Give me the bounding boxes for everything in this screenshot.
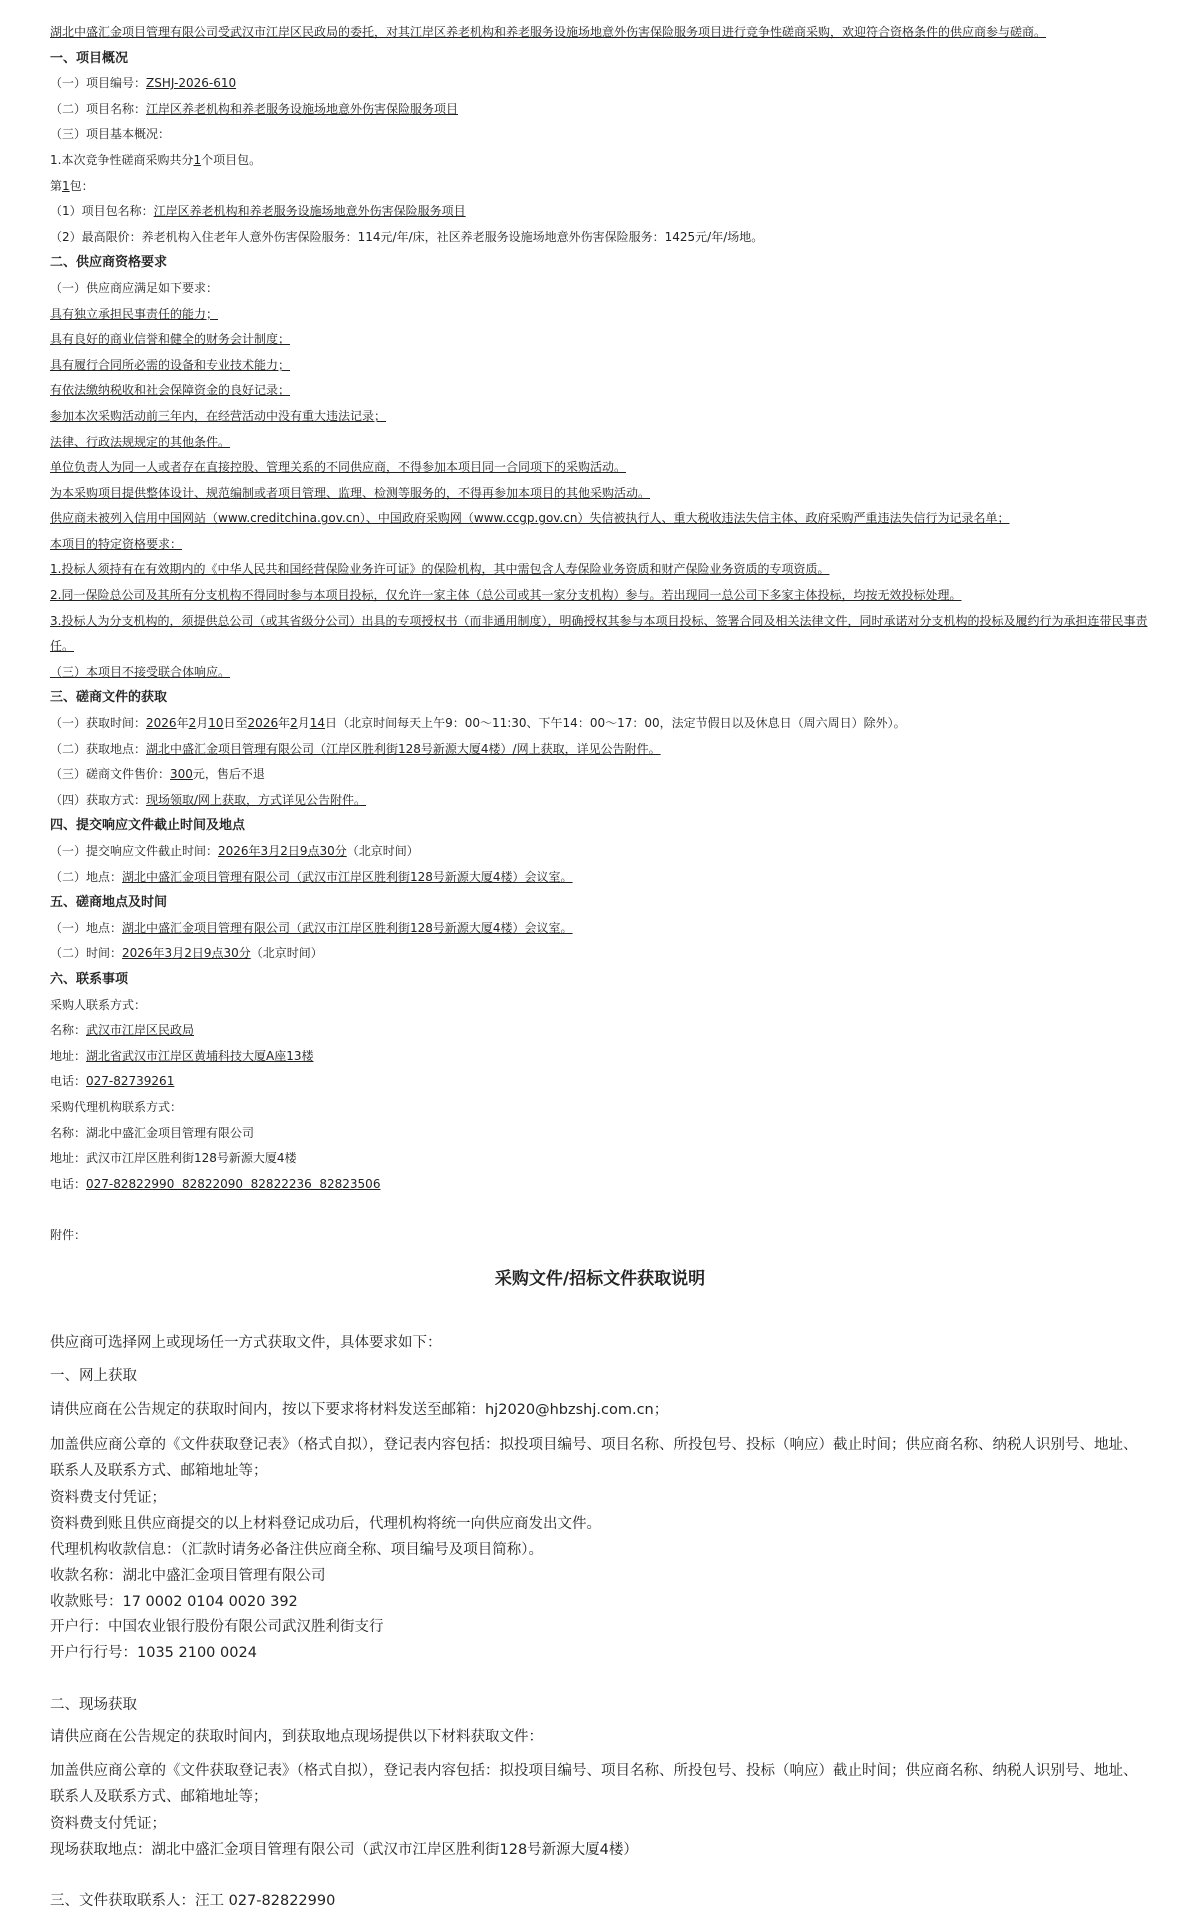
package-count: 1.本次竞争性磋商采购共分1个项目包。 bbox=[50, 152, 262, 167]
document-fee: （三）磋商文件售价：300元，售后不退 bbox=[50, 767, 265, 782]
section-heading: 二、供应商资格要求 bbox=[50, 255, 168, 271]
project-basic: （三）项目基本概况： bbox=[50, 127, 171, 142]
qualification-item: 单位负责人为同一人或者存在直接控股、管理关系的不同供应商，不得参加本项目同一合同项下的采购活动。 bbox=[50, 460, 627, 475]
project-name: （二）项目名称：江岸区养老机构和养老服务设施场地意外伤害保险服务项目 bbox=[50, 101, 459, 116]
project-number: （一）项目编号：ZSHJ-2026-610 bbox=[50, 76, 237, 91]
payee-bank-code: 开户行行号：1035 2100 0024 bbox=[50, 1645, 257, 1661]
attachment-paragraph: 请供应商在公告规定的获取时间内，到获取地点现场提供以下材料获取文件： bbox=[50, 1729, 543, 1745]
attachment-label: 附件： bbox=[50, 1228, 87, 1242]
agent-address: 地址：武汉市江岸区胜利街128号新源大厦4楼 bbox=[50, 1151, 297, 1166]
section-heading: 五、磋商地点及时间 bbox=[50, 895, 168, 911]
section-heading: 一、项目概况 bbox=[50, 50, 129, 66]
attachment-paragraph: 资料费支付凭证； bbox=[50, 1490, 166, 1506]
attachment-title: 采购文件/招标文件获取说明 bbox=[494, 1269, 706, 1289]
qualification-item: 法律、行政法规规定的其他条件。 bbox=[50, 434, 231, 449]
intro-paragraph: 湖北中盛汇金项目管理有限公司受武汉市江岸区民政局的委托，对其江岸区养老机构和养老服务设施场地意外伤害保险服务项目进行竞争性磋商采购，欢迎符合资格条件的供应商参与磋商。 bbox=[50, 25, 1047, 39]
agent-contact-label: 采购代理机构联系方式： bbox=[50, 1099, 183, 1114]
attachment-paragraph: 现场获取地点：湖北中盛汇金项目管理有限公司（武汉市江岸区胜利街128号新源大厦4楼） bbox=[50, 1842, 638, 1858]
qualification-item: 2.同一保险总公司及其所有分支机构不得同时参与本项目投标，仅允许一家主体（总公司或其一家分支机构）参与。若出现同一总公司下多家主体投标，均按无效投标处理。 bbox=[50, 588, 962, 603]
buyer-name: 名称：武汉市江岸区民政局 bbox=[50, 1023, 195, 1038]
section-heading: 三、磋商文件的获取 bbox=[50, 690, 168, 706]
attachment-heading: 一、网上获取 bbox=[50, 1368, 137, 1384]
qualification-item: （三）本项目不接受联合体响应。 bbox=[50, 664, 231, 679]
qualification-item: 具有独立承担民事责任的能力； bbox=[50, 306, 219, 321]
obtain-way: （四）获取方式：现场领取/网上获取，方式详见公告附件。 bbox=[50, 792, 367, 807]
agent-name: 名称：湖北中盛汇金项目管理有限公司 bbox=[50, 1125, 255, 1140]
package-name: （1）项目包名称：江岸区养老机构和养老服务设施场地意外伤害保险服务项目 bbox=[50, 204, 466, 219]
deadline: （一）提交响应文件截止时间：2026年3月2日9点30分（北京时间） bbox=[50, 844, 419, 858]
qualification-item: 本项目的特定资格要求： bbox=[50, 536, 183, 551]
attachment-paragraph: 资料费支付凭证； bbox=[50, 1816, 166, 1832]
attachment-paragraph: 供应商可选择网上或现场任一方式获取文件，具体要求如下： bbox=[50, 1335, 442, 1351]
payee-bank: 开户行：中国农业银行股份有限公司武汉胜利街支行 bbox=[50, 1619, 384, 1635]
attachment-heading: 二、现场获取 bbox=[50, 1697, 137, 1713]
submit-place: （二）地点：湖北中盛汇金项目管理有限公司（武汉市江岸区胜利街128号新源大厦4楼）会议室。 bbox=[50, 869, 573, 884]
attachment-paragraph: 请供应商在公告规定的获取时间内，按以下要求将材料发送至邮箱：hj2020@hbzshj.com.cn； bbox=[50, 1402, 669, 1418]
agent-phone: 电话：027-82822990 82822090 82822236 82823506 bbox=[50, 1176, 381, 1191]
qualification-item: 供应商未被列入信用中国网站（www.creditchina.gov.cn）、中国政府采购网（www.ccgp.gov.cn）失信被执行人、重大税收违法失信主体、政府采购严重违法失信行为记录名单； bbox=[50, 511, 1010, 526]
section-heading: 六、联系事项 bbox=[50, 971, 129, 987]
qualification-item: 有依法缴纳税收和社会保障资金的良好记录； bbox=[50, 383, 291, 398]
attachment-paragraph: 加盖供应商公章的《文件获取登记表》（格式自拟），登记表内容包括：拟投项目编号、项目名称、所投包号、投标（响应）截止时间；供应商名称、纳税人识别号、地址、联系人及联系方式、邮箱地址等； bbox=[50, 1763, 1138, 1805]
consult-place: （一）地点：湖北中盛汇金项目管理有限公司（武汉市江岸区胜利街128号新源大厦4楼）会议室。 bbox=[50, 920, 573, 935]
obtain-place: （二）获取地点：湖北中盛汇金项目管理有限公司（江岸区胜利街128号新源大厦4楼）/网上获取，详见公告附件。 bbox=[50, 741, 661, 756]
buyer-address: 地址：湖北省武汉市江岸区黄埔科技大厦A座13楼 bbox=[50, 1048, 314, 1063]
attachment-heading: 三、文件获取联系人：汪工 027-82822990 bbox=[50, 1893, 336, 1909]
package-index: 第1包： bbox=[50, 178, 94, 193]
attachment-paragraph: 代理机构收款信息：（汇款时请务必备注供应商全称、项目编号及项目简称）。 bbox=[50, 1542, 543, 1558]
buyer-contact-label: 采购人联系方式： bbox=[50, 997, 147, 1012]
payee-name: 收款名称：湖北中盛汇金项目管理有限公司 bbox=[50, 1568, 326, 1584]
qualification-item: 具有履行合同所必需的设备和专业技术能力； bbox=[50, 357, 291, 372]
announcement-body bbox=[50, 20, 1160, 1197]
qualification-item: 为本采购项目提供整体设计、规范编制或者项目管理、监理、检测等服务的，不得再参加本项目的其他采购活动。 bbox=[50, 485, 651, 500]
qualification-intro: （一）供应商应满足如下要求： bbox=[50, 280, 219, 295]
attachment-paragraph: 资料费到账且供应商提交的以上材料登记成功后，代理机构将统一向供应商发出文件。 bbox=[50, 1516, 601, 1532]
obtain-time: （一）获取时间：2026年2月10日至2026年2月14日（北京时间每天上午9：00～11:30、下午14：00～17：00，法定节假日以及休息日（周六周日）除外）。 bbox=[50, 716, 906, 731]
section-heading: 四、提交响应文件截止时间及地点 bbox=[50, 818, 246, 834]
payee-account: 收款账号：17 0002 0104 0020 392 bbox=[50, 1594, 298, 1610]
qualification-item: 具有良好的商业信誉和健全的财务会计制度； bbox=[50, 332, 291, 347]
qualification-item: 参加本次采购活动前三年内，在经营活动中没有重大违法记录； bbox=[50, 408, 387, 423]
qualification-item: 1.投标人须持有在有效期内的《中华人民共和国经营保险业务许可证》的保险机构，其中需包含人寿保险业务资质和财产保险业务资质的专项资质。 bbox=[50, 562, 830, 577]
max-price: （2）最高限价：养老机构入住老年人意外伤害保险服务：114元/年/床，社区养老服务设施场地意外伤害保险服务：1425元/年/场地。 bbox=[50, 229, 764, 244]
qualification-item: 3.投标人为分支机构的，须提供总公司（或其省级分公司）出具的专项授权书（而非通用制度），明确授权其参与本项目投标、签署合同及相关法律文件，同时承诺对分支机构的投标及履约行为承担连带民事责任。 bbox=[50, 613, 1148, 654]
buyer-phone: 电话：027-82739261 bbox=[50, 1074, 175, 1089]
attachment-paragraph: 加盖供应商公章的《文件获取登记表》（格式自拟），登记表内容包括：拟投项目编号、项目名称、所投包号、投标（响应）截止时间；供应商名称、纳税人识别号、地址、联系人及联系方式、邮箱地址等； bbox=[50, 1437, 1138, 1479]
consult-time: （二）时间：2026年3月2日9点30分（北京时间） bbox=[50, 946, 323, 961]
